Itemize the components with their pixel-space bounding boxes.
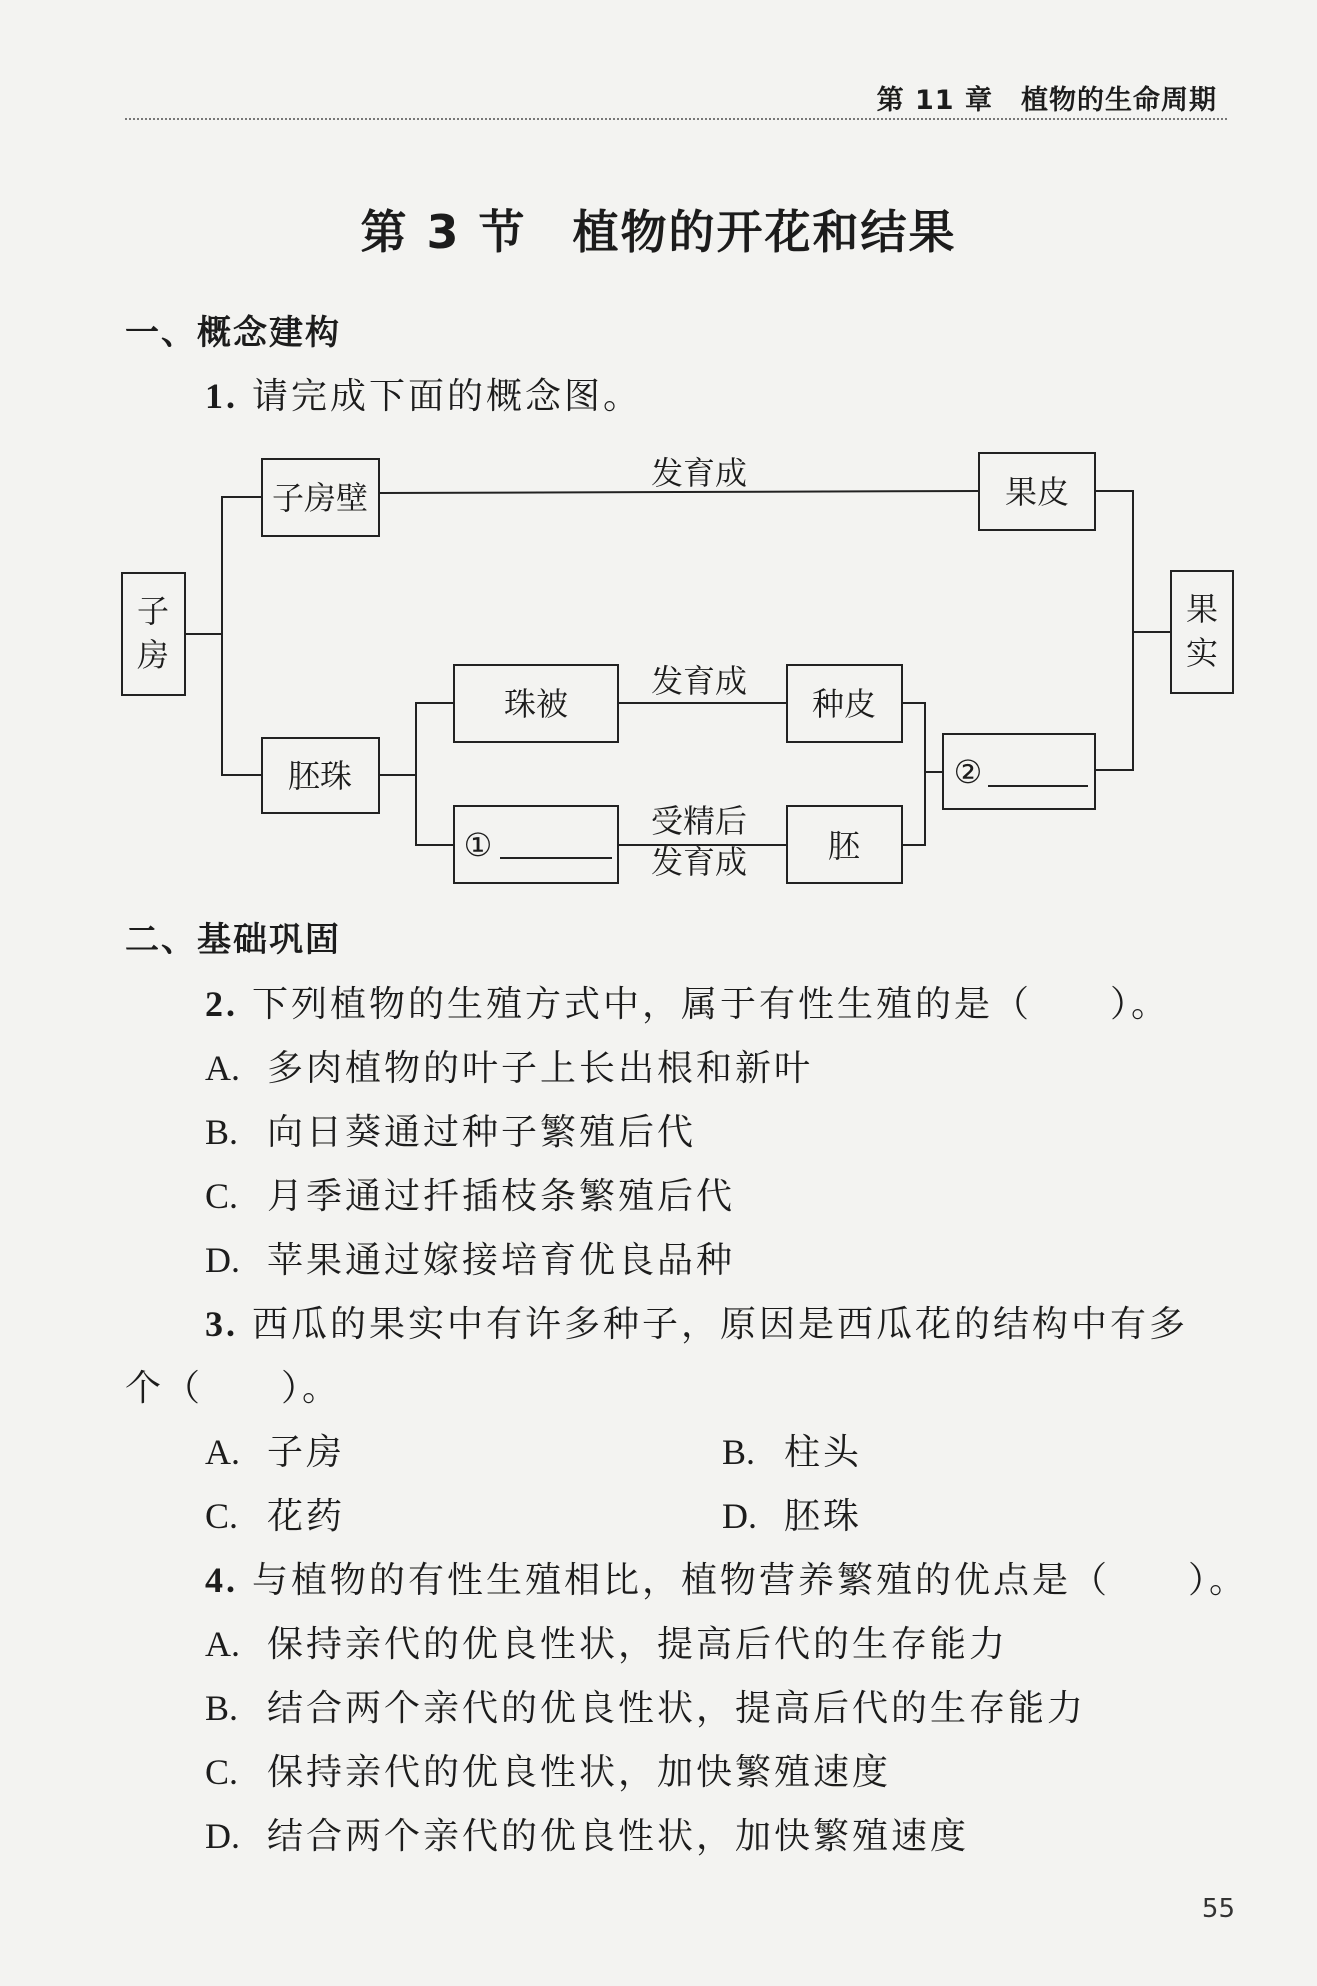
label-ovary-wall: 子房壁 xyxy=(271,479,369,517)
option-b[interactable] xyxy=(205,1104,696,1155)
option-b[interactable] xyxy=(722,1424,862,1475)
question-4 xyxy=(205,1552,1248,1603)
label-blank-1-marker: ① xyxy=(463,826,493,864)
option-letter: C. xyxy=(205,1176,239,1216)
label-after-fertilization: 受精后 xyxy=(650,802,748,840)
option-text: 保持亲代的优良性状，加快繁殖速度 xyxy=(267,1752,892,1793)
section-name: 植物的开花和结果 xyxy=(572,205,957,259)
option-letter: B. xyxy=(205,1688,239,1728)
option-c[interactable] xyxy=(205,1488,345,1539)
option-text: 多肉植物的叶子上长出根和新叶 xyxy=(267,1048,814,1089)
option-letter: C. xyxy=(205,1752,239,1792)
option-text: 向日葵通过种子繁殖后代 xyxy=(267,1112,697,1153)
option-text: 柱头 xyxy=(784,1432,863,1473)
question-text-end: ）。 xyxy=(281,1368,342,1409)
question-3 xyxy=(205,1296,1188,1347)
label-fruit-char-1: 果 xyxy=(1185,590,1219,628)
label-develops-1: 发育成 xyxy=(650,454,748,492)
bracket-fruit xyxy=(1095,491,1133,770)
part2-heading: 二、基础巩固 xyxy=(125,920,341,960)
option-letter: D. xyxy=(205,1816,240,1856)
option-text: 胚珠 xyxy=(784,1496,863,1537)
question-text: 西瓜的果实中有许多种子，原因是西瓜花的结构中有多 xyxy=(252,1304,1189,1345)
part1-heading: 一、概念建构 xyxy=(125,313,341,353)
option-c[interactable] xyxy=(205,1744,891,1795)
label-develops-3: 发育成 xyxy=(650,843,748,881)
label-pericarp: 果皮 xyxy=(1004,473,1070,511)
question-number: 4. xyxy=(205,1560,238,1600)
label-ovary-char-1: 子 xyxy=(136,592,170,630)
option-text: 子房 xyxy=(267,1432,346,1473)
question-number: 3. xyxy=(205,1304,238,1344)
bracket-ovary xyxy=(222,497,262,775)
question-number: 2. xyxy=(205,984,238,1024)
chapter-number: 第 11 章 xyxy=(876,85,993,116)
label-integument: 珠被 xyxy=(503,685,569,723)
question-text-end: ）。 xyxy=(1110,984,1171,1025)
page-number: 55 xyxy=(1201,1894,1235,1924)
option-letter: C. xyxy=(205,1496,239,1536)
option-a[interactable] xyxy=(205,1424,345,1475)
option-a[interactable] xyxy=(205,1616,1008,1667)
question-text: 下列植物的生殖方式中，属于有性生殖的是（ xyxy=(252,984,1033,1025)
bracket-seed xyxy=(902,703,925,845)
option-letter: B. xyxy=(205,1112,239,1152)
question-text: 个（ xyxy=(125,1368,204,1409)
label-develops-2: 发育成 xyxy=(650,662,748,700)
question-text: 与植物的有性生殖相比，植物营养繁殖的优点是（ xyxy=(252,1560,1111,1601)
option-text: 苹果通过嫁接培育优良品种 xyxy=(267,1240,736,1281)
bracket-ovule xyxy=(416,703,454,845)
question-text: 请完成下面的概念图。 xyxy=(252,376,643,417)
chapter-title: 植物的生命周期 xyxy=(1021,85,1217,116)
label-fruit-char-2: 实 xyxy=(1185,634,1219,672)
option-text: 结合两个亲代的优良性状，加快繁殖速度 xyxy=(267,1816,970,1857)
option-text: 月季通过扦插枝条繁殖后代 xyxy=(267,1176,736,1217)
label-ovule: 胚珠 xyxy=(287,757,353,795)
option-letter: A. xyxy=(205,1624,240,1664)
option-text: 花药 xyxy=(267,1496,346,1537)
label-fruit xyxy=(1186,590,1218,672)
option-d[interactable] xyxy=(722,1488,862,1539)
question-2 xyxy=(205,976,1170,1027)
option-text: 结合两个亲代的优良性状，提高后代的生存能力 xyxy=(267,1688,1087,1729)
option-letter: D. xyxy=(722,1496,757,1536)
section-number: 第 3 节 xyxy=(360,205,527,259)
option-d[interactable] xyxy=(205,1808,969,1859)
option-d[interactable] xyxy=(205,1232,735,1283)
label-ovary-1 xyxy=(137,592,169,674)
question-3-continued xyxy=(125,1360,341,1411)
label-seed-coat: 种皮 xyxy=(811,685,877,723)
option-letter: A. xyxy=(205,1048,240,1088)
option-a[interactable] xyxy=(205,1040,813,1091)
option-letter: B. xyxy=(722,1432,756,1472)
question-number: 1. xyxy=(205,376,238,416)
label-ovary-char-2: 房 xyxy=(136,636,170,674)
option-letter: A. xyxy=(205,1432,240,1472)
option-text: 保持亲代的优良性状，提高后代的生存能力 xyxy=(267,1624,1009,1665)
option-letter: D. xyxy=(205,1240,240,1280)
question-text-end: ）。 xyxy=(1188,1560,1249,1601)
option-b[interactable] xyxy=(205,1680,1086,1731)
concept-diagram xyxy=(0,0,1317,900)
label-embryo: 胚 xyxy=(827,827,861,865)
option-c[interactable] xyxy=(205,1168,735,1219)
label-blank-2-marker: ② xyxy=(953,753,983,791)
